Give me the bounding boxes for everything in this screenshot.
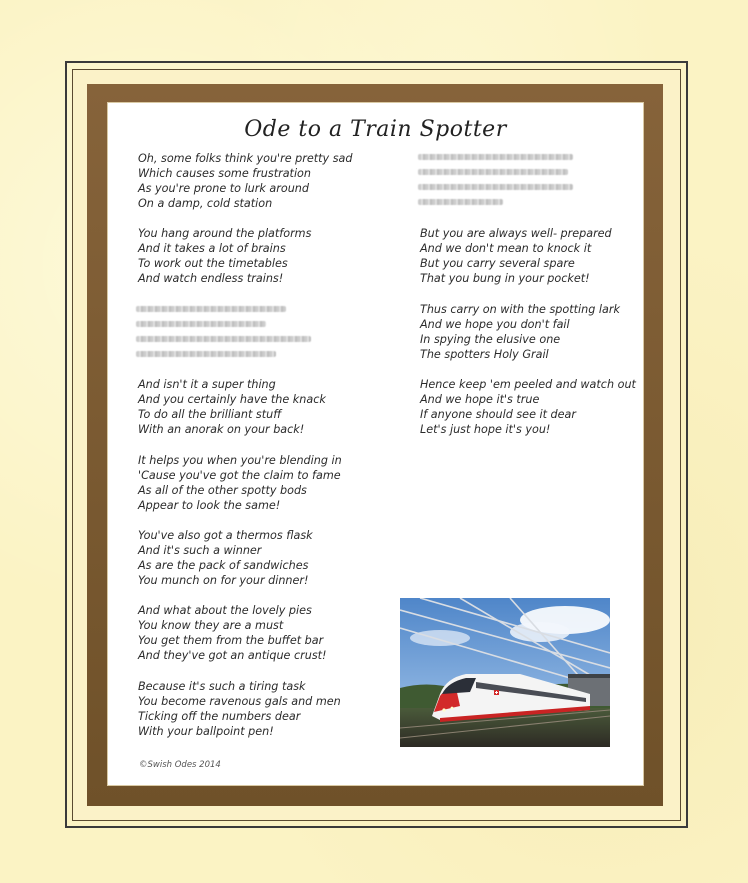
poem-line: The spotters Holy Grail [420, 348, 549, 362]
poem-line: In spying the elusive one [420, 333, 561, 347]
poem-line: You munch on for your dinner! [138, 574, 309, 588]
poem-line: And we don't mean to knock it [420, 242, 592, 256]
train-photo [400, 598, 610, 747]
poem-line: With your ballpoint pen! [138, 725, 274, 739]
poem-line: If anyone should see it dear [420, 408, 576, 422]
left-stanza-4 [138, 453, 342, 513]
poem-line: Hence keep 'em peeled and watch out [420, 378, 636, 391]
right-stanza-3 [420, 377, 636, 437]
left-stanza-7 [138, 679, 341, 739]
left-stanza-6 [138, 603, 327, 663]
right-blurred-stanza [418, 154, 568, 214]
poem-line: Because it's such a tiring task [138, 680, 306, 693]
poem-line: To do all the brilliant stuff [138, 408, 282, 422]
left-stanza-2 [138, 226, 311, 286]
poem-sheet [108, 103, 643, 785]
poem-line: That you bung in your pocket! [420, 272, 590, 286]
poem-line: With an anorak on your back! [138, 423, 305, 437]
poem-line: You've also got a thermos flask [138, 529, 313, 542]
poem-line: And we hope you don't fail [420, 318, 570, 332]
poem-line: You become ravenous gals and men [138, 695, 341, 709]
poem-line: As are the pack of sandwiches [138, 559, 309, 573]
poem-line: On a damp, cold station [138, 197, 273, 211]
poem-title: Ode to a Train Spotter [244, 117, 507, 142]
poem-line: And watch endless trains! [138, 272, 284, 286]
poem-line: Appear to look the same! [138, 499, 281, 513]
poem-line: Thus carry on with the spotting lark [420, 303, 620, 316]
poem-line: And we hope it's true [420, 393, 540, 407]
poem-line: Oh, some folks think you're pretty sad [138, 152, 353, 165]
poem-line: And you certainly have the knack [138, 393, 326, 407]
poem-line: Let's just hope it's you! [420, 423, 551, 437]
poem-line: And what about the lovely pies [138, 604, 312, 617]
poem-line: And isn't it a super thing [138, 378, 276, 391]
poem-line: As all of the other spotty bods [138, 484, 307, 498]
poem-line: But you are always well- prepared [420, 227, 612, 240]
right-stanza-1 [420, 226, 612, 286]
poem-line: You get them from the buffet bar [138, 634, 324, 648]
left-stanza-5 [138, 528, 313, 588]
poem-line: And they've got an antique crust! [138, 649, 327, 663]
poem-line: It helps you when you're blending in [138, 454, 342, 467]
poem-line: And it's such a winner [138, 544, 262, 558]
poem-line: You hang around the platforms [138, 227, 312, 240]
poem-line: And it takes a lot of brains [138, 242, 286, 256]
poem-line: 'Cause you've got the claim to fame [138, 469, 341, 483]
copyright-notice: ©Swish Odes 2014 [139, 760, 221, 770]
poem-line: As you're prone to lurk around [138, 182, 309, 196]
poem-line: Ticking off the numbers dear [138, 710, 301, 724]
poem-line: You know they are a must [138, 619, 284, 633]
right-stanza-2 [420, 302, 620, 362]
poem-line: Which causes some frustration [138, 167, 311, 181]
left-stanza-3 [138, 377, 326, 437]
poem-line: But you carry several spare [420, 257, 575, 271]
poem-line: To work out the timetables [138, 257, 288, 271]
left-stanza-1 [138, 151, 352, 211]
left-blurred-stanza [136, 306, 286, 366]
